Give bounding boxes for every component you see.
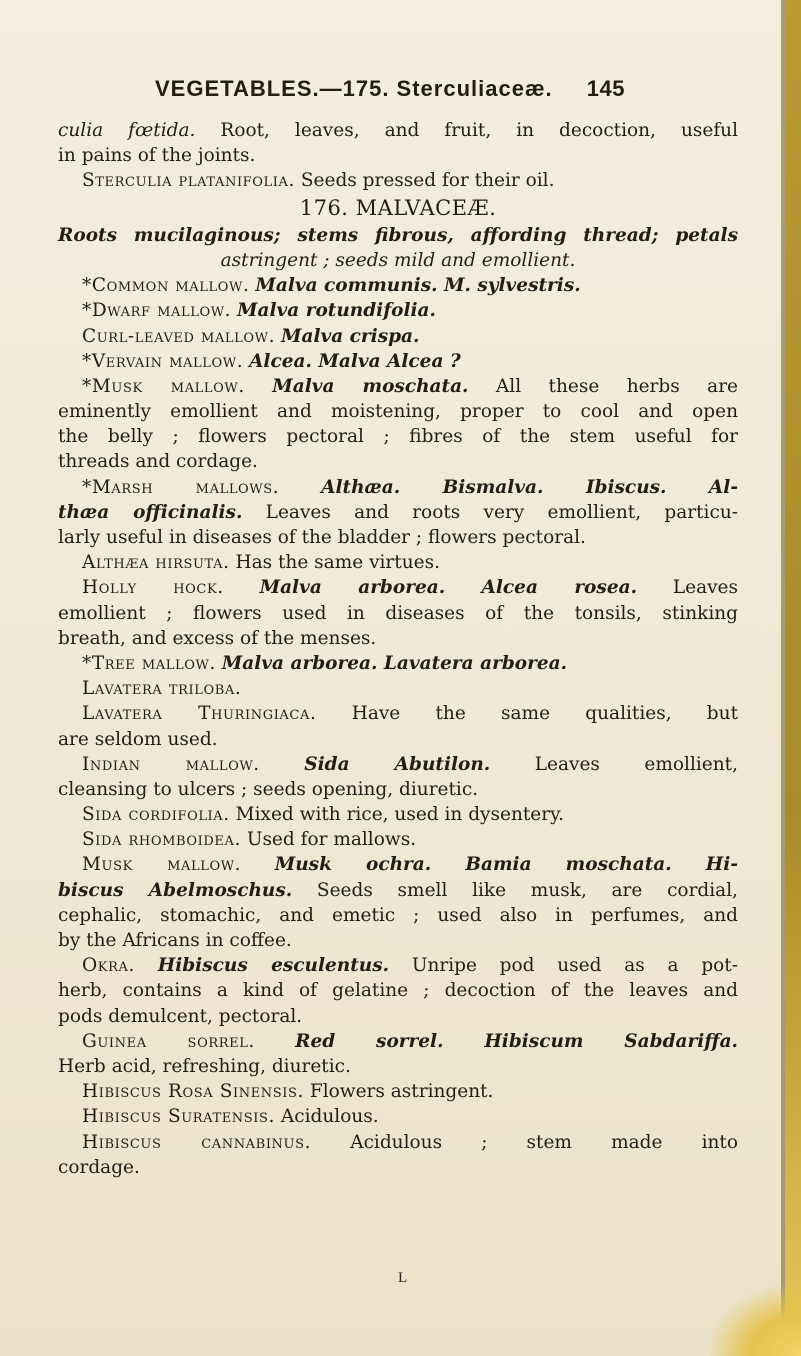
text-line: culia fœtida. Root, leaves, and fruit, in decoction, useful	[58, 120, 739, 141]
text-line: herb, contains a kind of gelatine ; decoction of the leaves and	[58, 980, 738, 1002]
text-line: emollient ; flowers used in diseases of the tonsils, stinking	[58, 602, 738, 624]
entry-lavatera-thuringiaca: Lavatera Thuringiaca. Have the same qualities, but	[82, 703, 738, 725]
text-line: larly useful in diseases of the bladder ; flowers pectoral.	[58, 527, 586, 548]
text-line: biscus Abelmoschus. Seeds smell like musk, are cordial,	[58, 879, 738, 901]
entry-sterculia-platanifolia: Sterculia platanifolia. Seeds pressed for their oil.	[82, 170, 555, 192]
page-body	[58, 118, 738, 1180]
text-line: are seldom used.	[58, 728, 218, 750]
section-intro-line: astringent ; seeds mild and emollient.	[220, 249, 576, 271]
entry-dwarf-mallow: *Dwarf mallow. Malva rotundifolia.	[82, 300, 436, 322]
entry-vervain-mallow: *Vervain mallow. Alcea. Malva Alcea ?	[82, 350, 461, 372]
text-line: in pains of the joints.	[58, 145, 256, 167]
entry-tree-mallow: *Tree mallow. Malva arborea. Lavatera arborea.	[82, 652, 568, 674]
page-corner-stain	[711, 1286, 801, 1356]
entry-indian-mallow: Indian mallow. Sida Abutilon. Leaves emollient,	[82, 753, 738, 775]
text-line: the belly ; flowers pectoral ; fibres of the stem useful for	[58, 426, 738, 448]
text-line: cordage.	[58, 1156, 140, 1178]
section-intro-line: Roots mucilaginous; stems fibrous, affording thread; petals	[58, 224, 738, 246]
entry-hibiscus-cannabinus: Hibiscus cannabinus. Acidulous ; stem made into	[82, 1131, 738, 1153]
text-line: Herb acid, refreshing, diuretic.	[58, 1055, 351, 1077]
running-title: VEGETABLES.—175. Sterculiaceæ.	[155, 76, 553, 101]
text-line: by the Africans in coffee.	[58, 930, 292, 951]
entry-common-mallow: *Common mallow. Malva communis. M. sylvestris.	[82, 275, 581, 297]
entry-sida-cordifolia: Sida cordifolia. Mixed with rice, used in dysentery.	[82, 804, 564, 826]
entry-musk-mallow: *Musk mallow. Malva moschata. All these herbs are	[82, 375, 738, 397]
entry-okra: Okra. Hibiscus esculentus. Unripe pod used as a pot-	[82, 955, 738, 977]
entry-curl-leaved-mallow: Curl-leaved mallow. Malva crispa.	[82, 325, 420, 347]
text-line: eminently emollient and moistening, proper to cool and open	[58, 401, 738, 423]
entry-holly-hock: Holly hock. Malva arborea. Alcea rosea. Leaves	[82, 577, 738, 599]
text-line: breath, and excess of the menses.	[58, 627, 377, 649]
entry-hibiscus-suratensis: Hibiscus Suratensis. Acidulous.	[82, 1106, 379, 1128]
entry-lavatera-triloba: Lavatera triloba.	[82, 678, 242, 700]
text-line: pods demulcent, pectoral.	[58, 1005, 303, 1027]
entry-musk-mallow-2: Musk mallow. Musk ochra. Bamia moschata. Hi-	[82, 854, 738, 876]
entry-althaea-hirsuta: Althæa hirsuta. Has the same virtues.	[82, 552, 440, 574]
running-header	[155, 76, 625, 110]
text-line: threads and cordage.	[58, 451, 258, 473]
entry-hibiscus-rosa-sinensis: Hibiscus Rosa Sinensis. Flowers astringent.	[82, 1081, 494, 1103]
section-heading: 176. MALVACEÆ.	[299, 195, 497, 220]
text-line: thæa officinalis. Leaves and roots very emollient, particu-	[58, 501, 738, 523]
signature-mark: L	[398, 1270, 408, 1286]
page-number: 145	[586, 76, 625, 101]
entry-sida-rhomboidea: Sida rhomboidea. Used for mallows.	[82, 829, 417, 851]
entry-marsh-mallows: *Marsh mallows. Althæa. Bismalva. Ibiscus. Al-	[82, 476, 738, 498]
page-edge	[785, 0, 801, 1356]
text-line: cephalic, stomachic, and emetic ; used also in perfumes, and	[58, 904, 738, 926]
entry-guinea-sorrel: Guinea sorrel. Red sorrel. Hibiscum Sabdariffa.	[82, 1030, 738, 1052]
text-line: cleansing to ulcers ; seeds opening, diuretic.	[58, 778, 479, 800]
